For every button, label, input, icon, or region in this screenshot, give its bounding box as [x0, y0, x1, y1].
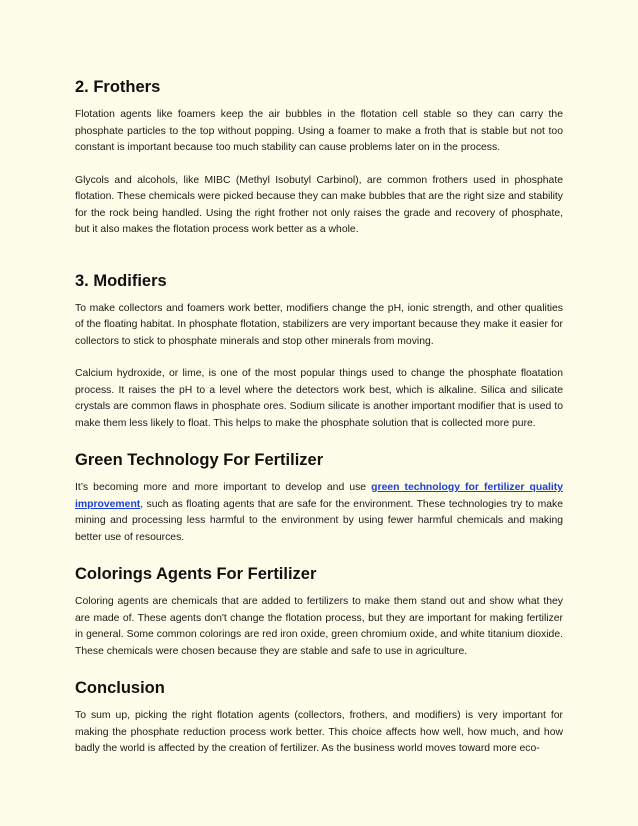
colorings-heading: Colorings Agents For Fertilizer: [75, 565, 317, 583]
colorings-paragraph: Coloring agents are chemicals that are added to fertilizers to make them stand out and show what they are made of. These agents don't change the flotation process, but they are important for making fertilizer in general. Some common colorings are red iron oxide, green chromium oxide, and white titanium dioxide. These chemicals were chosen because they are stable and safe to use in agriculture.: [75, 596, 563, 657]
conclusion-heading: Conclusion: [75, 679, 165, 697]
green-technology-text-before: It’s becoming more and more important to develop and use: [75, 482, 372, 493]
green-technology-text-after: , such as floating agents that are safe for the environment. These technologies try to make mining and processing less harmful to the environment by using fewer harmful chemicals and making better use of resources.: [75, 498, 563, 543]
modifiers-paragraph-1: To make collectors and foamers work better, modifiers change the pH, ionic strength, and other qualities of the floating habitat. In phosphate flotation, stabilizers are very important because they make it easier for collectors to stick to phosphate minerals and stop other minerals from moving.: [75, 302, 563, 347]
green-technology-heading: Green Technology For Fertilizer: [75, 451, 324, 469]
green-technology-link[interactable]: green technology for fertilizer quality improvement: [75, 482, 563, 510]
green-technology-paragraph: [75, 480, 563, 546]
modifiers-heading: 3. Modifiers: [75, 271, 167, 290]
frothers-heading: 2. Frothers: [75, 78, 161, 96]
document-content: [75, 77, 563, 758]
conclusion-paragraph: To sum up, picking the right flotation agents (collectors, frothers, and modifiers) is very important for making the phosphate reduction process work better. This choice affects how well, how much, and how badly the world is affected by the creation of fertilizer. As the business world moves toward more eco-: [75, 710, 563, 754]
modifiers-paragraph-2: Calcium hydroxide, or lime, is one of the most popular things used to change the phosphate floatation process. It raises the pH to a level where the detectors work best, which is alkaline. Silica and silicate crystals are common flaws in phosphate ores. Sodium silicate is another important modifier that is used to make them less likely to float. This helps to make the phosphate solution that is collected more pure.: [75, 368, 563, 429]
frothers-paragraph-1: Flotation agents like foamers keep the air bubbles in the flotation cell stable so they can carry the phosphate particles to the top without popping. Using a foamer to make a froth that is stable but not too constant is important because too much stability can cause problems later on in the process.: [75, 109, 563, 153]
frothers-paragraph-2: Glycols and alcohols, like MIBC (Methyl Isobutyl Carbinol), are common frothers used in phosphate flotation. These chemicals were picked because they can make bubbles that are the right size and stability for the rock being handled. Using the right frother not only raises the grade and recovery of phosphate, but it also makes the flotation process work better as a whole.: [75, 174, 563, 235]
